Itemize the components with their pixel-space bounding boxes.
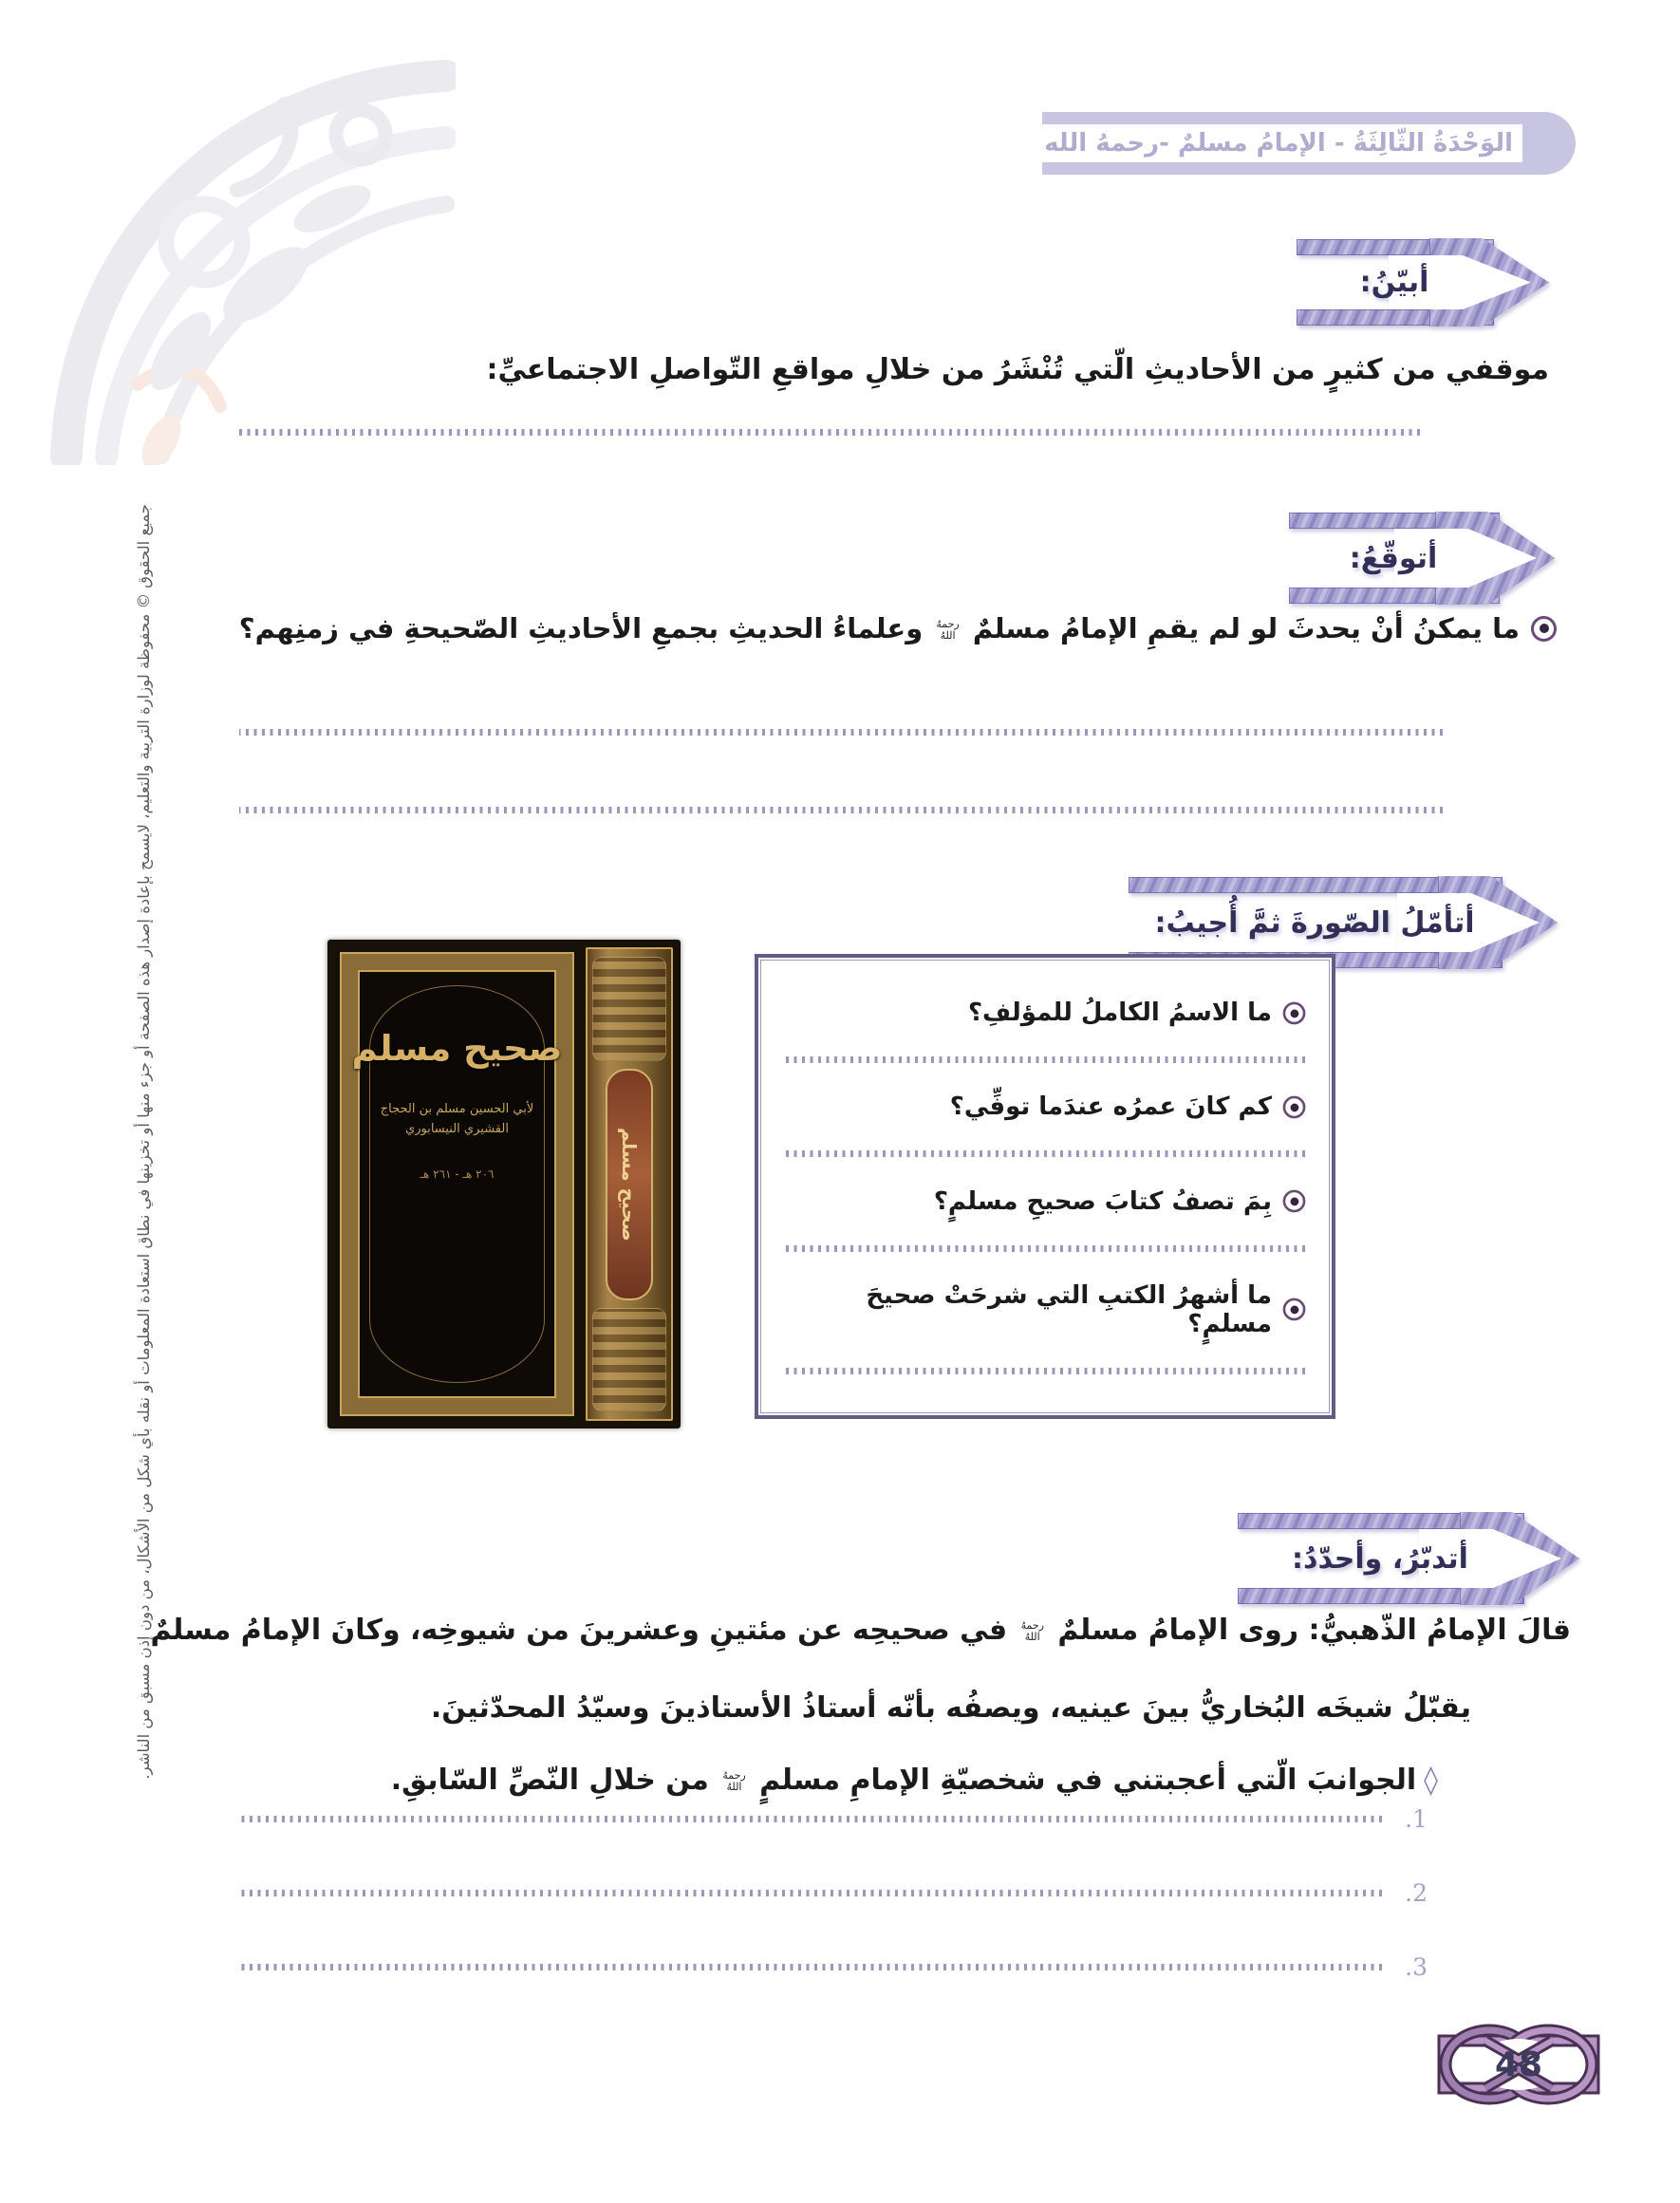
observe-question-text: بِمَ تصفُ كتابَ صحيحِ مسلمٍ؟: [933, 1186, 1272, 1216]
answer-number: 3.: [1405, 1952, 1428, 1981]
banner-expect-label: أتوقّعُ:: [1349, 541, 1438, 575]
reflect-task-row: [391, 1764, 1438, 1797]
answer-line: [239, 1877, 1428, 1908]
arabesque-watermark: [47, 47, 456, 465]
observe-question-row: [783, 999, 1307, 1027]
copyright-margin-text: جميع الحقوق © محفوظة لوزارة التربية والتعليم، لايسمح بإعادة إصدار هذه الصفحة أو جزء منها أو تخزينها في نطاق استعادة المعلومات أو نقله بأي شكل من الأشكال، من دون إذن مسبق من الناشر.: [135, 504, 153, 1780]
answer-number: 2.: [1405, 1878, 1428, 1907]
target-bullet-icon: [1531, 616, 1557, 642]
answer-dotted-line: [239, 1816, 1382, 1822]
banner-clarify-label: أبيّنُ:: [1359, 266, 1429, 299]
unit-title: الوَحْدَةُ الثّالِثَةُ - الإمامُ مسلمٌ -رحمهُ الله: [1044, 129, 1513, 158]
target-bullet-icon: [1283, 1190, 1306, 1213]
banner-expect: [1283, 511, 1555, 606]
banner-observe-label: أتأمّلُ الصّورةَ ثمَّ أُجيبُ:: [1154, 905, 1475, 940]
banner-clarify: [1291, 237, 1549, 327]
answer-dotted-line: [239, 729, 1443, 736]
answer-dotted-line: [785, 1368, 1305, 1374]
book-spine-title: صحيح مسلم: [618, 1127, 641, 1242]
book-spine: [586, 947, 673, 1421]
answer-line: [239, 1803, 1428, 1834]
expect-question-row: [239, 612, 1557, 644]
spine-ornament: [592, 957, 666, 1061]
answer-dotted-line: [239, 807, 1443, 813]
rahimahullah-mark: رحمهُ اللهُ: [936, 618, 960, 642]
rahimahullah-mark: رحمهُ اللهُ: [1020, 1618, 1044, 1643]
answer-line: [239, 1951, 1428, 1982]
spine-cartouche: [606, 1069, 653, 1300]
expect-question-text: ما يمكنُ أنْ يحدثَ لو لم يقمِ الإمامُ مسلمٌ رحمهُ اللهُ وعلماءُ الحديثِ بجمعِ الأحاديثِ الصّحيحةِ في زمنِهم؟: [238, 612, 1520, 644]
reflect-task-text: الجوانبَ الّتي أعجبتني في شخصيّةِ الإمامِ مسلمٍ رحمهُ اللهُ من خلالِ النّصِّ السّابقِ.: [390, 1764, 1417, 1797]
answer-number: 1.: [1405, 1804, 1428, 1833]
observe-question-text: ما الاسمُ الكاملُ للمؤلفِ؟: [967, 999, 1272, 1028]
banner-reflect: [1232, 1511, 1579, 1606]
target-bullet-icon: [1283, 1001, 1306, 1024]
observe-question-row: [783, 1281, 1307, 1338]
unit-header-band: [1042, 112, 1576, 175]
book-title: صحيح مسلم: [351, 1028, 563, 1069]
observe-question-box: [755, 954, 1335, 1419]
diamond-bullet-icon: [1424, 1766, 1438, 1795]
answer-dotted-line: [239, 1890, 1382, 1896]
page-number-badge: [1428, 2018, 1609, 2111]
page-number: 48: [1494, 2045, 1543, 2084]
spine-ornament: [592, 1308, 666, 1412]
answer-dotted-line: [785, 1150, 1305, 1157]
observe-question-text: ما أشهرُ الكتبِ التي شرحَتْ صحيحَ مسلمٍ؟: [866, 1280, 1272, 1338]
rahimahullah-mark: رحمهُ اللهُ: [722, 1768, 746, 1793]
dhahabi-quote-line-2: يقبّلُ شيخَه البُخاريُّ بينَ عينيه، ويصفُه بأنّه أستاذُ الأستاذينَ وسيّدُ المحدّثينَ.: [430, 1691, 1471, 1725]
observe-question-row: [783, 1092, 1307, 1121]
observe-question-row: [783, 1187, 1307, 1216]
banner-reflect-label: أتدبّرُ، وأحدّدُ:: [1292, 1541, 1468, 1576]
unit-header-inner: [1042, 124, 1522, 162]
clarify-prompt: موقفي من كثيرٍ من الأحاديثِ الّتي تُنْشَرُ من خلالِ مواقعِ التّواصلِ الاجتماعيِّ:: [486, 353, 1549, 386]
answer-dotted-line: [785, 1056, 1305, 1063]
book-cover-image: [327, 940, 681, 1428]
book-dates: ٢٠٦ هـ - ٢٦١ هـ: [420, 1167, 495, 1181]
book-front-cover: [335, 947, 579, 1421]
dhahabi-quote-line-1: قالَ الإمامُ الذّهبيُّ: روى الإمامُ مسلمٌ رحمهُ اللهُ في صحيحِه عن مئتينِ وعشرينَ من شيوخِه، وكانَ الإمامُ مسلمٌ: [150, 1614, 1571, 1647]
answer-dotted-line: [239, 1964, 1382, 1970]
answer-dotted-line: [785, 1245, 1305, 1252]
observe-question-text: كم كانَ عمرُه عندَما توفِّي؟: [949, 1092, 1272, 1122]
answer-dotted-line: [239, 429, 1420, 436]
book-author: لأبي الحسين مسلم بن الحجاج القشيري النيسابوري: [380, 1102, 534, 1137]
target-bullet-icon: [1283, 1298, 1306, 1321]
target-bullet-icon: [1283, 1095, 1306, 1118]
